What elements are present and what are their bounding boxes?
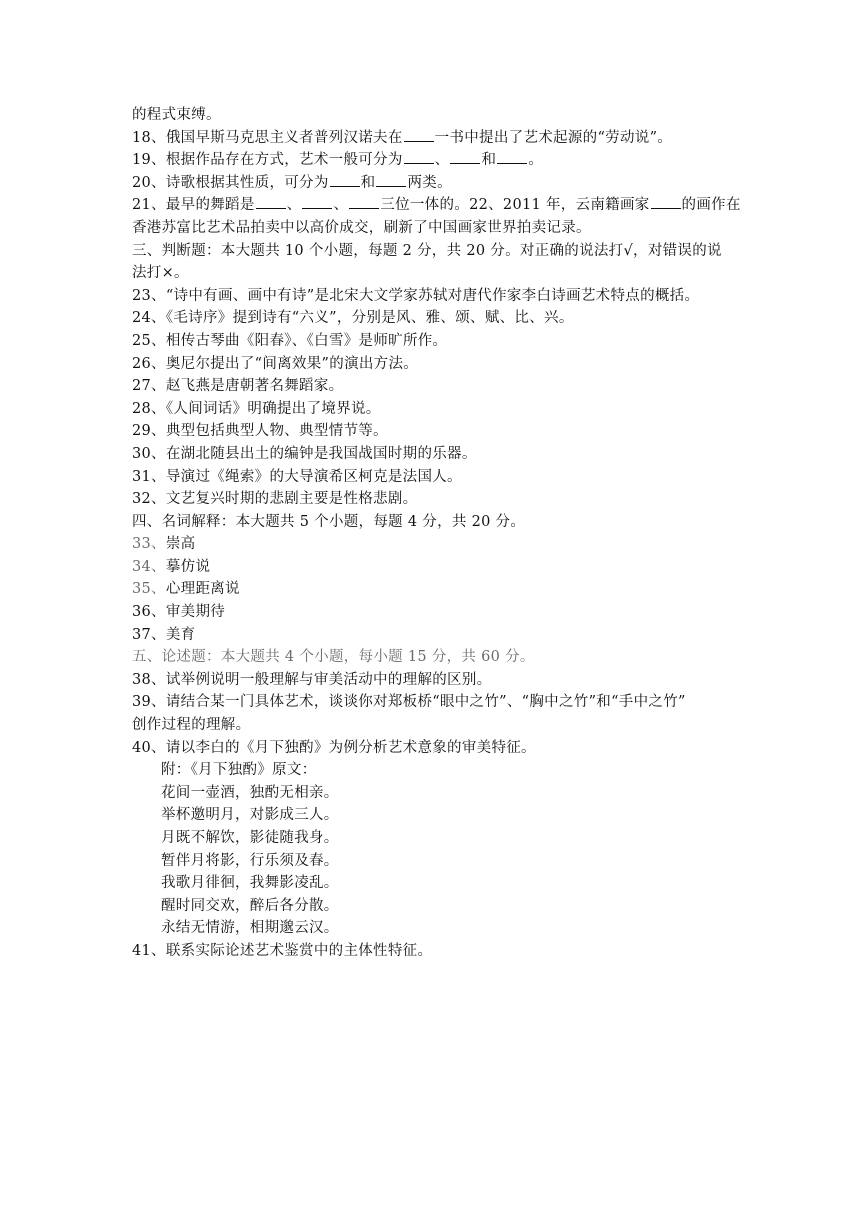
answer-blank xyxy=(256,195,286,209)
line-text: 法打×。 xyxy=(132,265,189,282)
section-3-heading-cont xyxy=(132,262,736,285)
question-33 xyxy=(132,533,736,556)
question-36 xyxy=(132,601,736,624)
line-text: 19、根据作品存在方式，艺术一般可分为 xyxy=(132,152,403,169)
line-text: 心理距离说 xyxy=(165,581,240,598)
line-text: 、 xyxy=(434,152,450,169)
line-text: 41、联系实际论述艺术鉴赏中的主体性特征。 xyxy=(132,942,433,959)
section-number: 五、 xyxy=(132,649,162,666)
line-text: 31、导演过《绳索》的大导演希区柯克是法国人。 xyxy=(132,468,462,485)
question-number: 35、 xyxy=(132,581,166,598)
line-text: 崇高 xyxy=(165,536,196,553)
question-20 xyxy=(132,172,736,195)
line-text: 20、诗歌根据其性质，可分为 xyxy=(132,174,329,191)
line-text: 28、《人间词话》明确提出了境界说。 xyxy=(132,400,381,417)
line-text: 四、名词解释：本大题共 5 个小题，每题 4 分，共 20 分。 xyxy=(132,513,526,530)
text-line xyxy=(132,104,736,127)
question-31 xyxy=(132,466,736,489)
line-text: 27、赵飞燕是唐朝著名舞蹈家。 xyxy=(132,378,344,395)
line-text: 、 xyxy=(333,197,349,214)
question-number: 34、 xyxy=(132,558,166,575)
poem-line xyxy=(132,850,736,873)
line-text: 39、请结合某一门具体艺术，谈谈你对郑板桥“眼中之竹”、“胸中之竹”和“手中之竹” xyxy=(132,694,686,711)
line-text: 一书中提出了艺术起源的“劳动说”。 xyxy=(434,129,673,146)
question-37 xyxy=(132,624,736,647)
line-text: 永结无情游，相期邈云汉。 xyxy=(161,920,339,937)
exam-page xyxy=(132,104,741,963)
question-26 xyxy=(132,353,736,376)
line-text: 37、美育 xyxy=(132,626,196,643)
section-3-heading xyxy=(132,240,736,263)
question-25 xyxy=(132,330,736,353)
line-text: 的程式束缚。 xyxy=(132,107,221,123)
line-text: 附：《月下独酌》原文： xyxy=(161,762,317,779)
poem-heading xyxy=(132,759,736,782)
line-text: 创作过程的理解。 xyxy=(132,717,251,734)
line-text: 23、“诗中有画、画中有诗”是北宋大文学家苏轼对唐代作家李白诗画艺术特点的概括。 xyxy=(132,287,700,304)
question-18 xyxy=(132,127,736,150)
answer-blank xyxy=(376,173,406,187)
line-text: 29、典型包括典型人物、典型情节等。 xyxy=(132,423,388,440)
question-28 xyxy=(132,398,736,421)
line-text: 40、请以李白的《月下独酌》为例分析艺术意象的审美特征。 xyxy=(132,739,536,756)
question-27 xyxy=(132,375,736,398)
line-text: 的画作在 xyxy=(681,197,741,214)
answer-blank xyxy=(349,195,379,209)
line-text: 18、俄国早斯马克思主义者普列汉诺夫在 xyxy=(132,129,403,146)
answer-blank xyxy=(651,195,681,209)
question-38 xyxy=(132,669,736,692)
poem-line xyxy=(132,804,736,827)
line-text: 三位一体的。22、2011 年，云南籍画家 xyxy=(380,197,650,214)
question-39-cont xyxy=(132,714,736,737)
poem-line xyxy=(132,782,736,805)
line-text: 25、相传古琴曲《阳春》、《白雪》是师旷所作。 xyxy=(132,332,448,349)
answer-blank xyxy=(302,195,332,209)
question-41 xyxy=(132,940,736,963)
answer-blank xyxy=(404,128,434,142)
line-text: 、 xyxy=(286,197,302,214)
question-39 xyxy=(132,691,736,714)
line-text: 24、《毛诗序》提到诗有“六义”，分别是风、雅、颂、赋、比、兴。 xyxy=(132,310,574,327)
line-text: 香港苏富比艺术品拍卖中以高价成交，刷新了中国画家世界拍卖记录。 xyxy=(132,219,591,236)
question-29 xyxy=(132,420,736,443)
line-text: 暂伴月将影，行乐须及春。 xyxy=(161,852,339,869)
question-34 xyxy=(132,556,736,579)
line-text: 论述题：本大题共 4 个小题，每小题 15 分，共 60 分。 xyxy=(161,649,535,666)
line-text: 32、文艺复兴时期的悲剧主要是性格悲剧。 xyxy=(132,491,418,508)
question-24 xyxy=(132,307,736,330)
answer-blank xyxy=(404,150,434,164)
line-text: 月既不解饮，影徒随我身。 xyxy=(161,830,339,846)
section-4-heading xyxy=(132,511,736,534)
line-text: 21、最早的舞蹈是 xyxy=(132,197,255,214)
line-text: 。 xyxy=(528,152,544,169)
answer-blank xyxy=(330,173,360,187)
line-text: 举杯邀明月，对影成三人。 xyxy=(161,807,339,824)
poem-line xyxy=(132,872,736,895)
question-21 xyxy=(132,194,741,217)
line-text: 和 xyxy=(360,174,376,191)
line-text: 30、在湖北随县出土的编钟是我国战国时期的乐器。 xyxy=(132,445,477,462)
poem-line xyxy=(132,917,736,940)
question-35 xyxy=(132,578,736,601)
question-32 xyxy=(132,488,736,511)
question-23 xyxy=(132,285,736,308)
line-text: 我歌月徘徊，我舞影凌乱。 xyxy=(161,875,339,892)
question-number: 33、 xyxy=(132,536,166,553)
section-5-heading xyxy=(132,646,736,669)
line-text: 两类。 xyxy=(407,174,452,191)
answer-blank xyxy=(450,150,480,164)
question-30 xyxy=(132,443,736,466)
line-text: 和 xyxy=(481,152,497,169)
line-text: 醒时同交欢，醉后各分散。 xyxy=(161,897,339,914)
answer-blank xyxy=(497,150,527,164)
question-22-cont xyxy=(132,217,736,240)
line-text: 花间一壶酒，独酌无相亲。 xyxy=(161,784,339,801)
question-19 xyxy=(132,149,736,172)
line-text: 26、奥尼尔提出了“间离效果”的演出方法。 xyxy=(132,355,419,372)
line-text: 三、判断题：本大题共 10 个小题，每题 2 分，共 20 分。对正确的说法打√，对错误的说 xyxy=(132,242,722,259)
poem-line xyxy=(132,827,736,850)
question-40 xyxy=(132,737,736,760)
line-text: 摹仿说 xyxy=(165,558,211,575)
poem-line xyxy=(132,895,736,918)
line-text: 38、试举例说明一般理解与审美活动中的理解的区别。 xyxy=(132,671,492,688)
line-text: 36、审美期待 xyxy=(132,604,226,621)
